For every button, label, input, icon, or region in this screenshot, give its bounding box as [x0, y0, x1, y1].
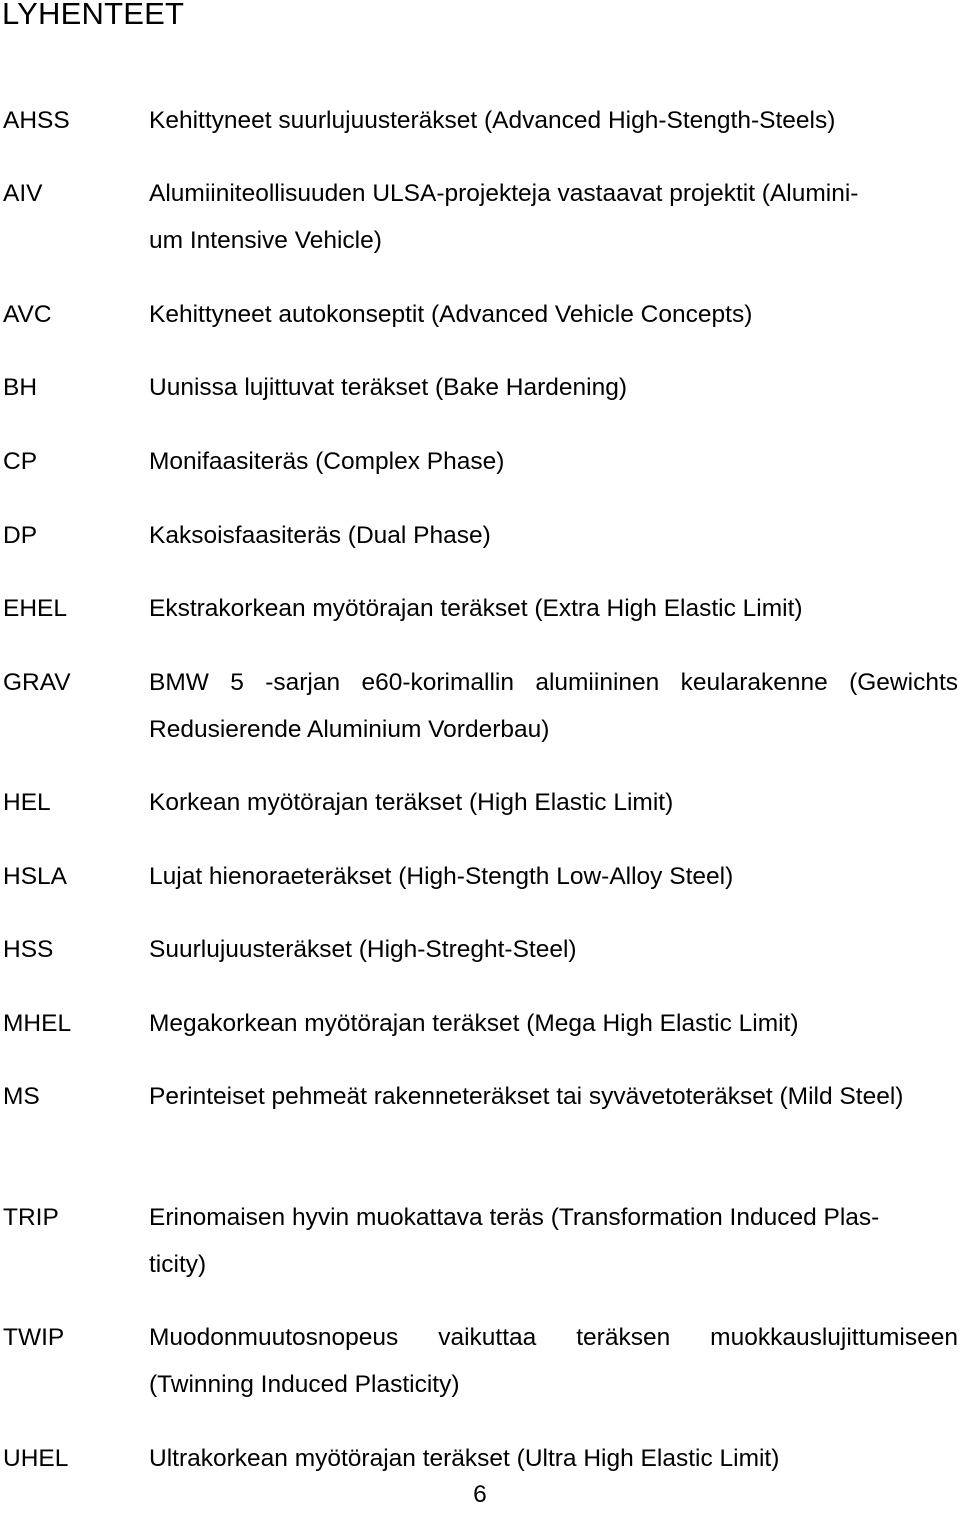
abbreviation-definition: Ultrakorkean myötörajan teräkset (Ultra High Elastic Limit) [149, 1445, 780, 1472]
abbreviation-term: AHSS [3, 107, 70, 134]
abbreviation-definition: Kaksoisfaasiteräs (Dual Phase) [149, 522, 491, 549]
abbreviation-term: HSLA [3, 863, 68, 890]
abbreviation-definition: Monifaasiteräs (Complex Phase) [149, 448, 505, 475]
abbreviation-definition: Kehittyneet autokonseptit (Advanced Vehicle Concepts) [149, 301, 753, 328]
abbreviation-term: AVC [3, 301, 52, 328]
abbreviation-definition: Kehittyneet suurlujuusteräkset (Advanced High-Stength-Steels) [149, 107, 836, 134]
abbreviation-term: UHEL [3, 1445, 69, 1472]
page-heading: LYHENTEET [2, 0, 185, 31]
definition-line-1: Erinomaisen hyvin muokattava teräs (Transformation Induced Plas- [149, 1204, 880, 1231]
abbreviation-term: DP [3, 522, 38, 549]
definition-line-1: Alumiiniteollisuuden ULSA-projekteja vastaavat projektit (Alumini- [149, 180, 859, 207]
abbreviation-term: EHEL [3, 595, 68, 622]
abbreviation-definition: Suurlujuusteräkset (High-Streght-Steel) [149, 936, 577, 963]
abbreviation-term: BH [3, 374, 38, 401]
abbreviation-definition: Uunissa lujittuvat teräkset (Bake Hardening) [149, 374, 627, 401]
abbreviation-term: CP [3, 448, 38, 475]
abbreviation-term: TWIP [3, 1324, 65, 1351]
definition-line-2: um Intensive Vehicle) [149, 227, 382, 254]
abbreviation-definition: Ekstrakorkean myötörajan teräkset (Extra High Elastic Limit) [149, 595, 803, 622]
abbreviation-term: HEL [3, 789, 51, 816]
abbreviation-definition [149, 1194, 958, 1288]
page-number: 6 [473, 1481, 487, 1508]
abbreviation-term: GRAV [3, 669, 71, 696]
definition-line-2: ticity) [149, 1251, 207, 1278]
abbreviation-definition: Lujat hienoraeteräkset (High-Stength Low-Alloy Steel) [149, 863, 734, 890]
abbreviation-term: MS [3, 1083, 40, 1110]
abbreviation-definition: Perinteiset pehmeät rakenneteräkset tai syvävetoteräkset (Mild Steel) [149, 1083, 904, 1110]
abbreviation-term: HSS [3, 936, 54, 963]
abbreviation-definition [149, 170, 958, 264]
abbreviation-definition: BMW 5 -sarjan e60-korimallin alumiininen keularakenne (Gewichts Redusierende Aluminium Vorderbau) [149, 669, 958, 743]
abbreviation-definition: Megakorkean myötörajan teräkset (Mega High Elastic Limit) [149, 1010, 799, 1037]
abbreviation-term: TRIP [3, 1204, 59, 1231]
abbreviation-definition: Muodonmuutosnopeus vaikuttaa teräksen muokkauslujittumiseen (Twinning Induced Plasticity) [149, 1324, 958, 1398]
abbreviation-term: AIV [3, 180, 43, 207]
abbreviation-definition: Korkean myötörajan teräkset (High Elastic Limit) [149, 789, 674, 816]
abbreviation-term: MHEL [3, 1010, 72, 1037]
